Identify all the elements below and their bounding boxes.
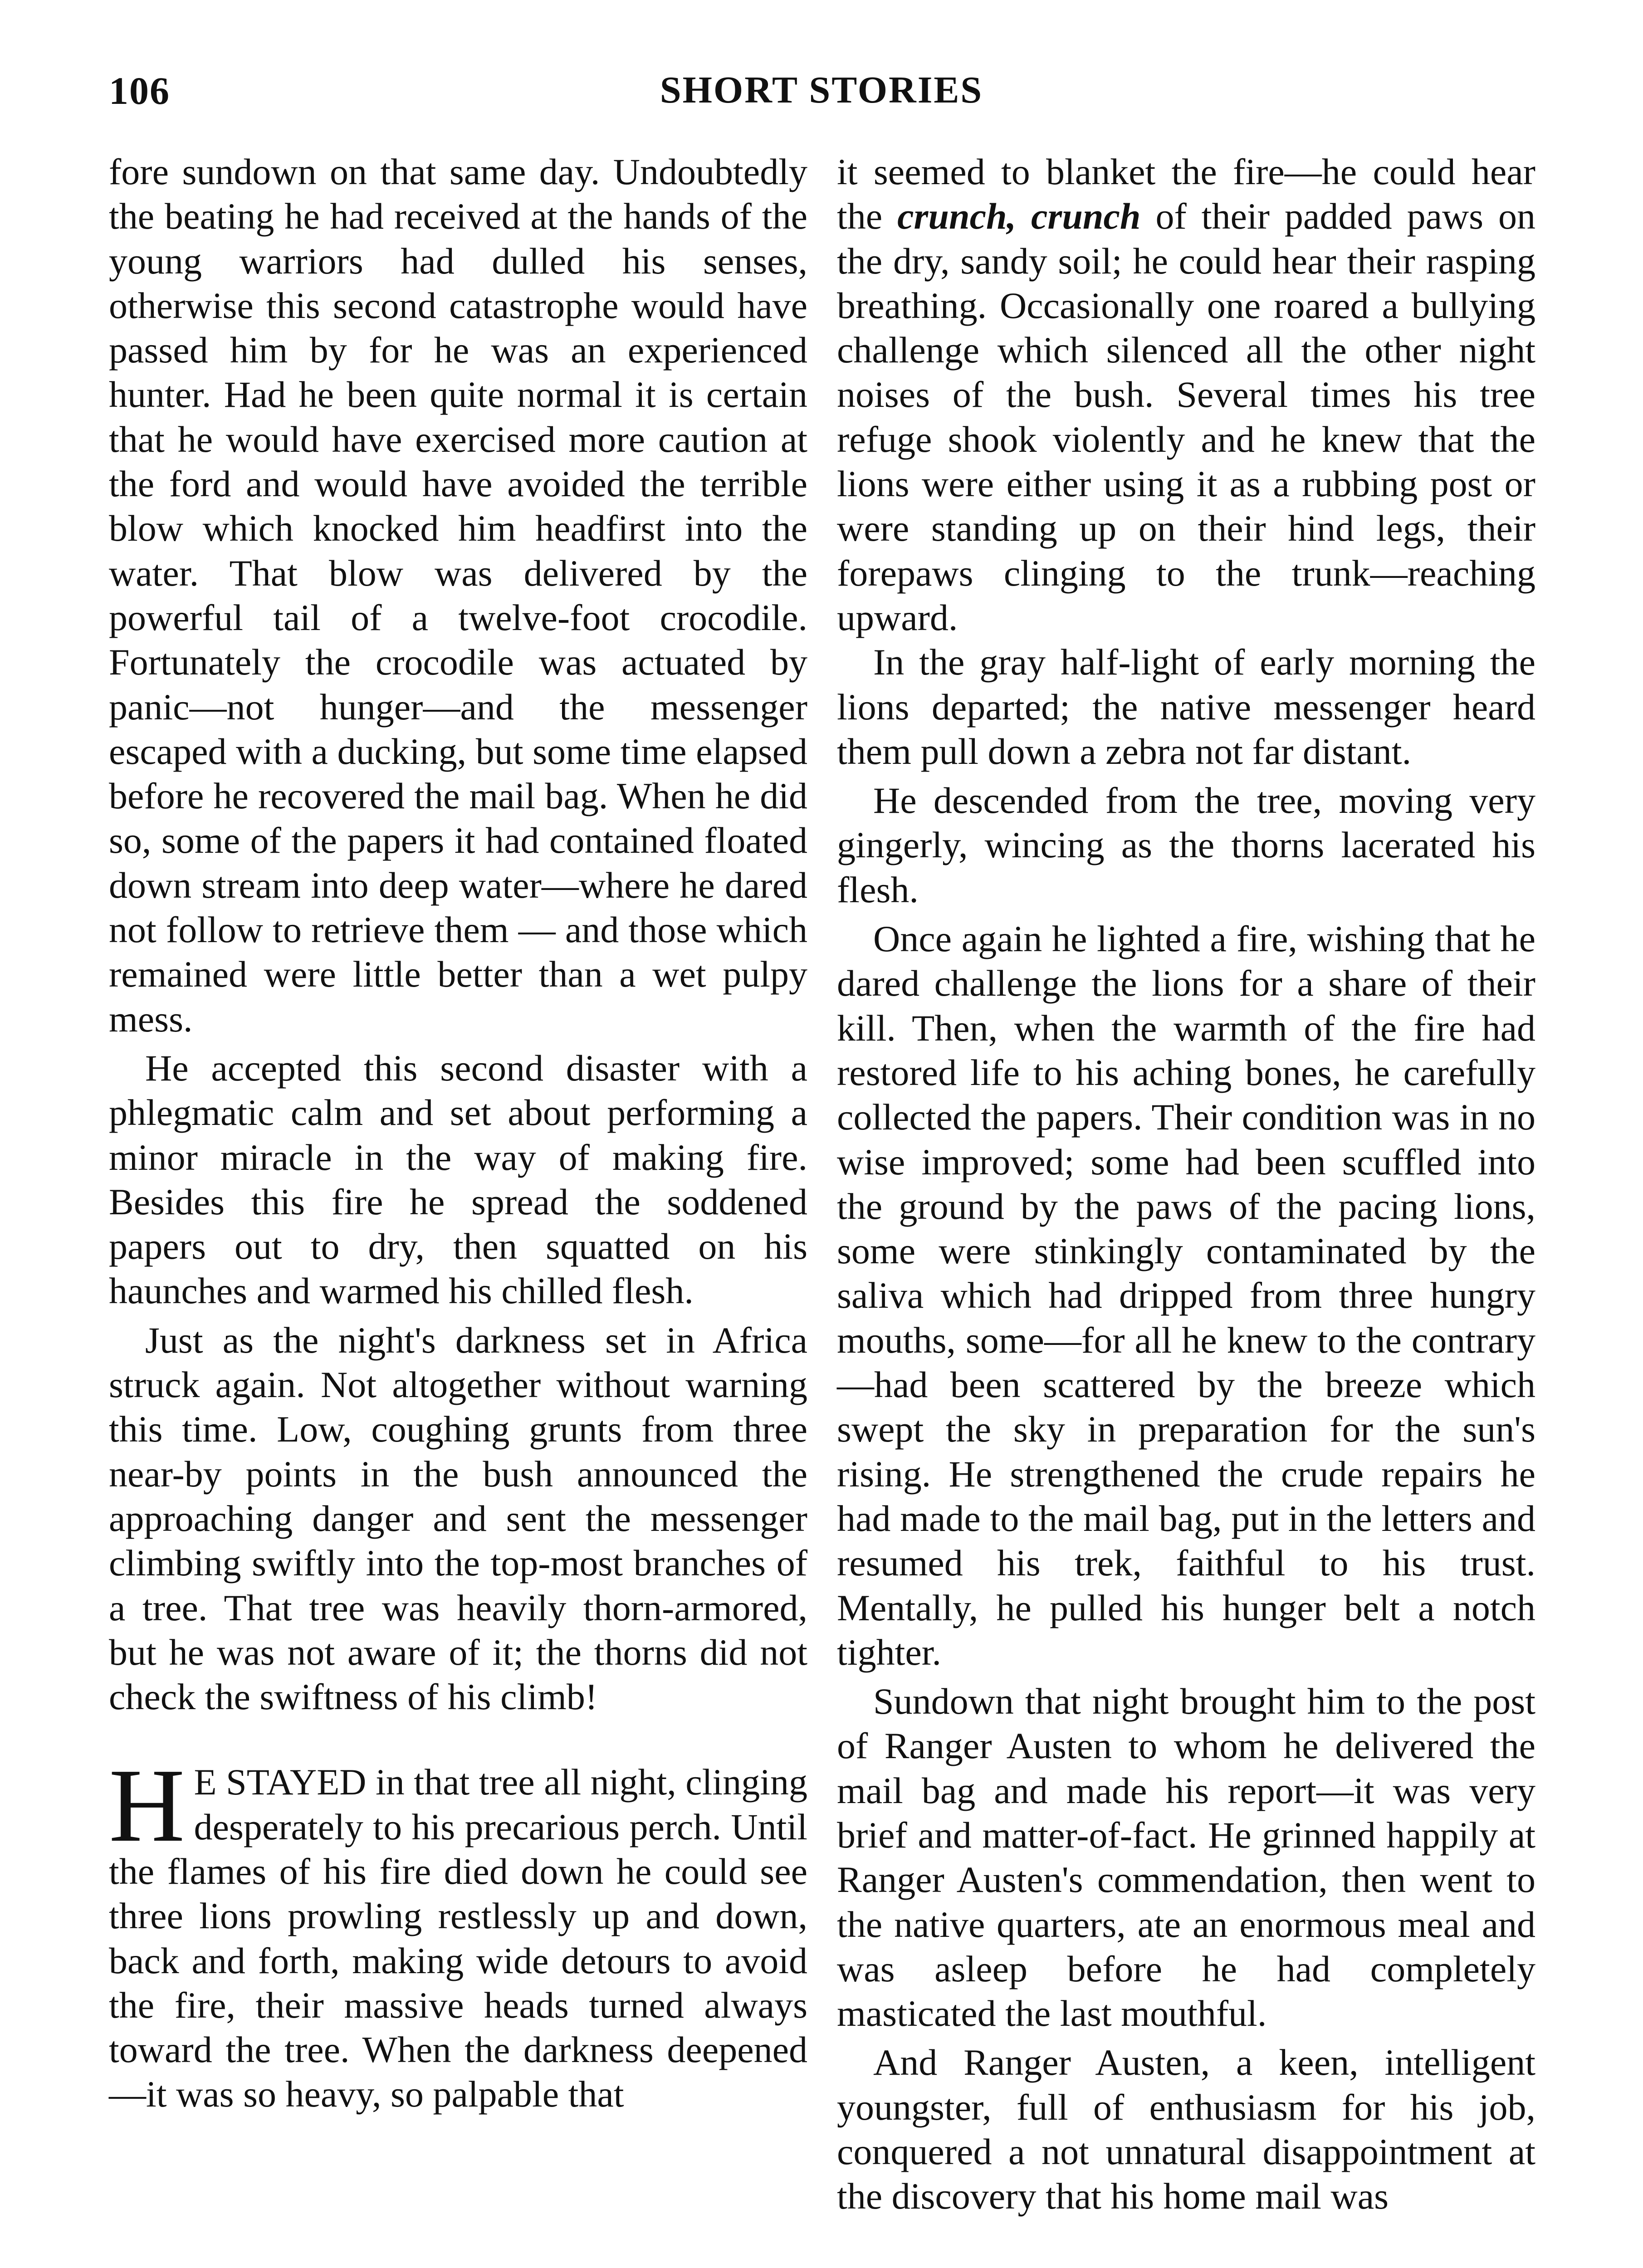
page-header (109, 68, 1534, 127)
paragraph-text: it seemed to blanket the fire—he could hear the (837, 151, 1535, 237)
right-column (837, 150, 1535, 2219)
emphasis-text: crunch, crunch (897, 196, 1141, 237)
paragraph: In the gray half-light of early morning the lions departed; the native messenger heard them pull down a zebra not far distant. (837, 641, 1535, 772)
paragraph: Once again he lighted a fire, wishing that he dared challenge the lions for a share of their kill. Then, when the warmth of the fire had restored life to his aching bones, he carefully collected the papers. Their condition was in no wise improved; some had been scuffled into the ground by the paws of the pacing lions, some were stinkingly contaminated by the saliva which had dripped from three hungry mouths, some—for all he knew to the contrary—had been scattered by the breeze which swept the sky in preparation for the sun's rising. He strengthened the crude repairs he had made to the mail bag, put in the letters and resumed his trek, faithful to his trust. Mentally, he pulled his hunger belt a notch tighter. (837, 918, 1535, 1673)
paragraph: fore sundown on that same day. Undoubtedly the beating he had received at the hands of the young warriors had dulled his senses, otherwise this second catastrophe would have passed him by for he was an experienced hunter. Had he been quite normal it is certain that he would have exercised more caution at the ford and would have avoided the terrible blow which knocked him headfirst into the water. That blow was delivered by the powerful tail of a twelve-foot crocodile. Fortunately the crocodile was actuated by panic—not hunger—and the messenger escaped with a ducking, but some time elapsed before he recovered the mail bag. When he did so, some of the papers it had contained floated down stream into deep water—where he dared not follow to retrieve them — and those which remained were little better than a wet pulpy mess. (109, 151, 807, 1040)
paragraph-text: of their padded paws on the dry, sandy soil; he could hear their rasping breathing. Occasionally one roared a bullying challenge which silenced all the other night noises of the bush. Several times his tree refuge shook violently and he knew that the lions were either using it as a rubbing post or were standing up on their hind legs, their forepaws clinging to the trunk—reaching upward. (837, 196, 1536, 638)
running-head: SHORT STORIES (660, 69, 983, 111)
paragraph: He accepted this second disaster with a phlegmatic calm and set about performing a minor miracle in the way of making fire. Besides this fire he spread the soddened papers out to dry, then squatted on his haunches and warmed his chilled flesh. (109, 1047, 807, 1312)
paragraph: Sundown that night brought him to the post of Ranger Austen to whom he delivered the mail bag and made his report—it was very brief and matter-of-fact. He grinned happily at Ranger Austen's commendation, then went to the native quarters, ate an enormous meal and was asleep before he had completely masticated the last mouthful. (837, 1681, 1535, 2034)
paragraph: He descended from the tree, moving very gingerly, wincing as the thorns lacerated his flesh. (837, 780, 1535, 910)
paragraph: And Ranger Austen, a keen, intelligent youngster, full of enthusiasm for his job, conquered a not unnatural disappointment at the discovery that his home mail was (837, 2042, 1535, 2217)
page-number: 106 (109, 69, 170, 112)
paragraph (837, 150, 1535, 640)
text-columns (109, 150, 1535, 2268)
drop-cap: H (109, 1747, 185, 1864)
paragraph: Just as the night's darkness set in Africa struck again. Not altogether without warning this time. Low, coughing grunts from three near-by points in the bush announced the approaching danger and sent the messenger climbing swiftly into the top-most branches of a tree. That tree was heavily thorn-armored, but he was not aware of it; the thorns did not check the swiftness of his climb! (109, 1319, 807, 1718)
section-opening-paragraph (109, 1747, 807, 2116)
paragraph-text: E STAYED in that tree all night, clinging desperately to his precarious perch. Until the flames of his fire died down he could see three lions prowling restlessly up and down, back and forth, making wide detours to avoid the fire, their massive heads turned always toward the tree. When the darkness deepened—it was so heavy, so palpable that (109, 1761, 807, 2115)
left-column (109, 150, 807, 2117)
